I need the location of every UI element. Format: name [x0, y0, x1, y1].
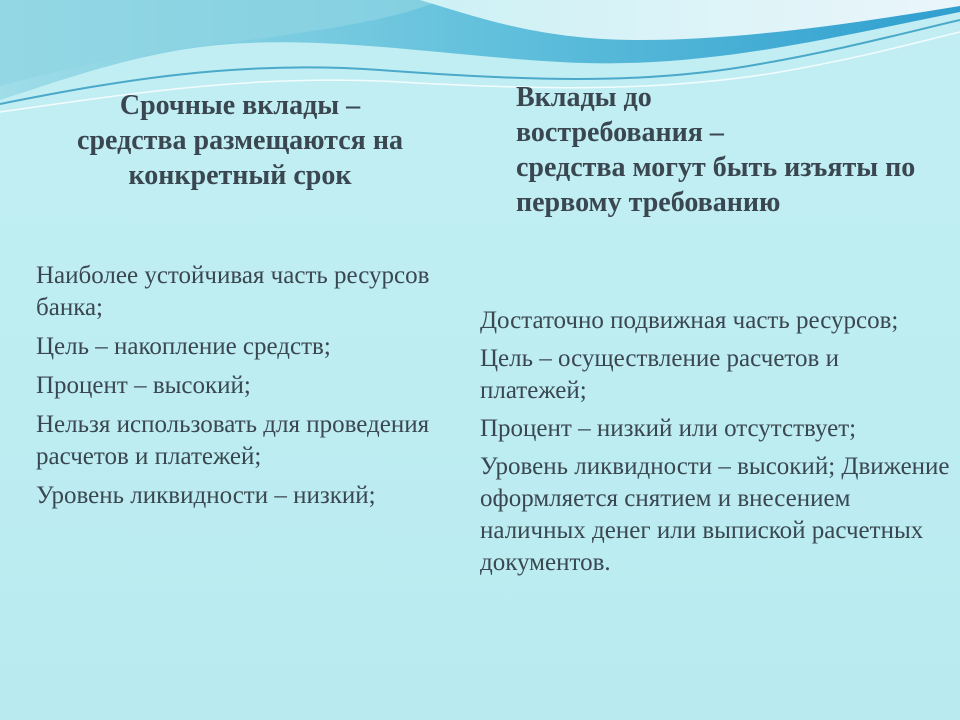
- left-heading-bold: Срочные вклады –: [119, 90, 361, 121]
- list-item: Процент – низкий или отсутствует;: [480, 415, 857, 442]
- list-item: Наиболее устойчивая часть ресурсов банка;: [36, 262, 430, 321]
- left-heading: [30, 88, 450, 193]
- left-heading-text: средства размещаются на конкретный срок: [77, 125, 403, 191]
- right-heading: [516, 80, 936, 220]
- list-item: Цель – накопление средств;: [36, 333, 331, 360]
- left-list: [36, 260, 456, 519]
- list-item: Уровень ликвидности – высокий; Движение оформляется снятием и внесением наличных денег или выпиской расчетных документов.: [480, 453, 950, 576]
- right-heading-bold-2: востребования –: [516, 117, 724, 148]
- list-item: Процент – высокий;: [36, 372, 251, 399]
- right-heading-bold-1: Вклады до: [516, 82, 652, 113]
- right-list: [480, 305, 950, 585]
- list-item: Достаточно подвижная часть ресурсов;: [480, 307, 899, 334]
- list-item: Цель – осуществление расчетов и платежей;: [480, 345, 839, 404]
- list-item: Нельзя использовать для проведения расчетов и платежей;: [36, 411, 430, 470]
- list-item: Уровень ликвидности – низкий;: [36, 482, 376, 509]
- right-heading-text: средства могут быть изъяты по первому требованию: [516, 152, 916, 218]
